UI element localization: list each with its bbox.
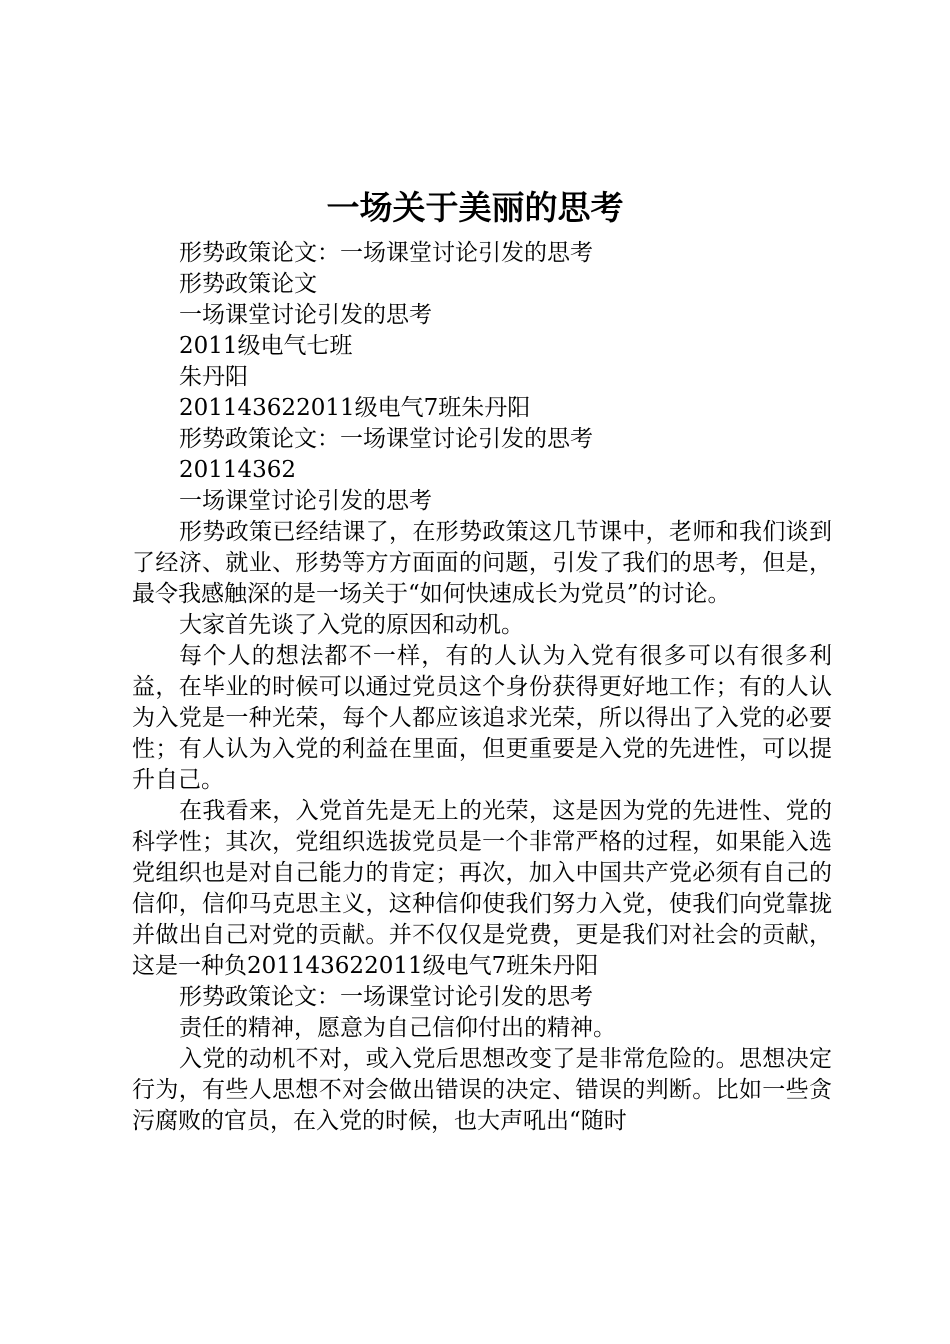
paragraph: 在我看来，入党首先是无上的光荣，这是因为党的先进性、党的科学性；其次，党组织选拔党员是一个非常严格的过程，如果能入选党组织也是对自己能力的肯定；再次，加入中国共产党必须有自己的信仰，信仰马克思主义，这种信仰使我们努力入党，使我们向党靠拢并做出自己对党的贡献。并不仅仅是党费，更是我们对社会的贡献，这是一种负201143622011级电气7班朱丹阳 (132, 798, 832, 979)
paragraph: 形势政策论文：一场课堂讨论引发的思考 (179, 984, 593, 1010)
paragraph: 大家首先谈了入党的原因和动机。 (179, 612, 524, 638)
text-line: 2011级电气七班 (179, 333, 353, 359)
text-line: 一场课堂讨论引发的思考 (179, 488, 432, 514)
paragraph: 每个人的想法都不一样，有的人认为入党有很多可以有很多利益，在毕业的时候可以通过党员这个身份获得更好地工作；有的人认为入党是一种光荣，每个人都应该追求光荣，所以得出了入党的必要性；有人认为入党的利益在里面，但更重要是入党的先进性，可以提升自己。 (132, 643, 832, 793)
document-title: 一场关于美丽的思考 (326, 188, 624, 227)
text-line: 形势政策论文：一场课堂讨论引发的思考 (179, 240, 593, 266)
student-id-line: 20114362 (179, 457, 297, 483)
paragraph: 入党的动机不对，或入党后思想改变了是非常危险的。思想决定行为，有些人思想不对会做出错误的决定、错误的判断。比如一些贪污腐败的官员，在入党的时候，也大声吼出“随时 (132, 1046, 832, 1134)
author-line: 朱丹阳 (179, 364, 248, 390)
text-line: 一场课堂讨论引发的思考 (179, 302, 432, 328)
paragraph: 形势政策已经结课了，在形势政策这几节课中，老师和我们谈到了经济、就业、形势等方方面面的问题，引发了我们的思考，但是，最令我感触深的是一场关于“如何快速成长为党员”的讨论。 (132, 519, 832, 607)
text-line: 形势政策论文 (179, 271, 317, 297)
document-body (132, 238, 832, 1137)
paragraph: 责任的精神，愿意为自己信仰付出的精神。 (179, 1015, 616, 1041)
text-line: 形势政策论文：一场课堂讨论引发的思考 (179, 426, 593, 452)
text-line: 201143622011级电气7班朱丹阳 (179, 395, 531, 421)
